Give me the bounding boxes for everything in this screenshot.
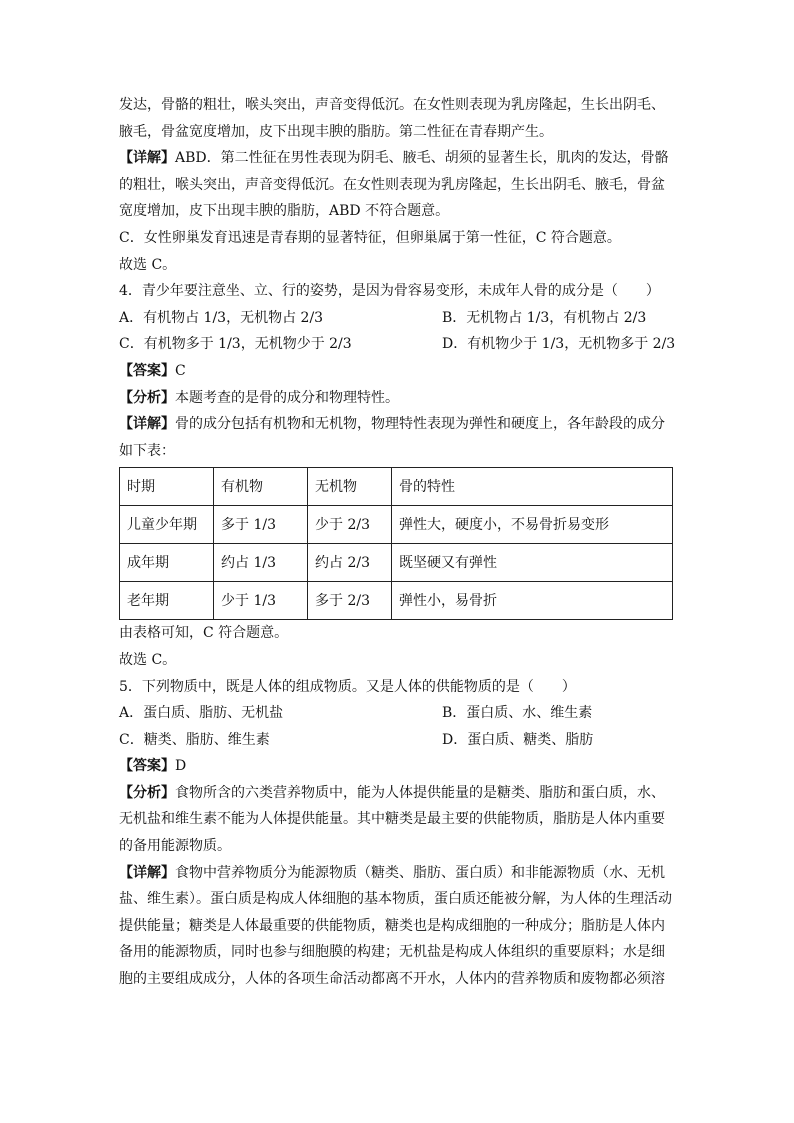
table-header-cell: 时期: [120, 468, 214, 506]
text-line: 宽度增加，皮下出现丰腴的脂肪，ABD 不符合题意。: [119, 203, 450, 220]
q5-answer: [119, 753, 675, 992]
table-cell: 约占 1/3: [214, 544, 308, 582]
answer-value: C: [175, 362, 186, 379]
analysis-tag: 【分析】: [119, 389, 175, 406]
detail-text: ABD．第二性征在男性表现为阴毛、腋毛、胡须的显著生长，肌肉的发达，骨骼: [175, 150, 669, 167]
analysis-tag: 【分析】: [119, 784, 175, 801]
document-page: [119, 92, 675, 993]
table-cell: 弹性大，硬度小，不易骨折易变形: [392, 506, 673, 544]
q4-options-row-2: [119, 331, 675, 358]
detail-text: 食物中营养物质分为能源物质（糖类、脂肪、蛋白质）和非能源物质（水、无机: [175, 864, 665, 881]
table-header-row: [120, 468, 673, 506]
text-line: 的粗壮，喉头突出，声音变得低沉。在女性则表现为乳房隆起，生长出阴毛、腋毛，骨盆: [119, 176, 665, 193]
text-line: [119, 753, 675, 780]
conclusion: 故选 C。: [119, 651, 177, 668]
q4-stem: [119, 278, 675, 305]
intro-paragraph: [119, 92, 675, 145]
text-line: 发达，骨骼的粗壮，喉头突出，声音变得低沉。在女性则表现为乳房隆起，生长出阴毛、: [119, 97, 665, 113]
table-cell: 老年期: [120, 582, 214, 620]
q4-conclusion: [119, 620, 675, 673]
detail-text: 骨的成分包括有机物和无机物，物理特性表现为弹性和硬度上，各年龄段的成分: [175, 416, 665, 433]
option-a: A．有机物占 1/3，无机物占 2/3: [119, 309, 324, 326]
bone-composition-table: [119, 467, 673, 620]
q3-detail: [119, 145, 675, 278]
text-line: [119, 780, 675, 807]
table-cell: 儿童少年期: [120, 506, 214, 544]
text-line: [119, 385, 675, 412]
table-cell: 少于 1/3: [214, 582, 308, 620]
text-line: 无机盐和维生素不能为人体提供能量。其中糖类是最主要的供能物质，脂肪是人体内重要: [119, 811, 665, 828]
option-c: C．糖类、脂肪、维生素: [119, 731, 270, 748]
option-a: A．蛋白质、脂肪、无机盐: [119, 705, 284, 722]
question-stem: 5．下列物质中，既是人体的组成物质。又是人体的供能物质的是（ ）: [119, 678, 576, 695]
q5-options-row-2: [119, 727, 675, 754]
answer-tag: 【答案】: [119, 362, 175, 379]
text-line: 由表格可知，C 符合题意。: [119, 625, 289, 642]
q4-answer: [119, 358, 675, 464]
option-d: D．蛋白质、糖类、脂肪: [442, 731, 594, 748]
text-line: 提供能量；糖类是人体最重要的供能物质，糖类也是构成细胞的一种成分；脂肪是人体内: [119, 917, 665, 934]
option-c: C．有机物多于 1/3，无机物少于 2/3: [119, 336, 352, 353]
text-line: 的备用能源物质。: [119, 838, 231, 855]
table-row: [120, 544, 673, 582]
text-line: [119, 358, 675, 385]
q5-options-row-1: [119, 700, 675, 727]
table-cell: 少于 2/3: [308, 506, 392, 544]
text-line: [119, 411, 675, 438]
text-line: 腋毛，骨盆宽度增加，皮下出现丰腴的脂肪。第二性征在青春期产生。: [119, 123, 553, 140]
text-line: [119, 145, 675, 172]
table-cell: 多于 1/3: [214, 506, 308, 544]
analysis-text: 食物所含的六类营养物质中，能为人体提供能量的是糖类、脂肪和蛋白质，水、: [175, 784, 665, 801]
table-cell: 多于 2/3: [308, 582, 392, 620]
option-d: D．有机物少于 1/3，无机物多于 2/3: [442, 336, 676, 353]
answer-tag: 【答案】: [119, 758, 175, 775]
conclusion: 故选 C。: [119, 256, 177, 273]
text-line: 如下表：: [119, 442, 175, 459]
table-cell: 既坚硬又有弹性: [392, 544, 673, 582]
text-line: 盐、维生素）。蛋白质是构成人体细胞的基本物质，蛋白质还能被分解，为人体的生理活动: [119, 891, 672, 908]
table-header-cell: 骨的特性: [392, 468, 673, 506]
option-b: B．蛋白质、水、维生素: [442, 705, 593, 722]
q4-options-row-1: [119, 305, 675, 332]
table-row: [120, 582, 673, 620]
table-header-cell: 有机物: [214, 468, 308, 506]
question-stem: 4．青少年要注意坐、立、行的姿势，是因为骨容易变形，未成年人骨的成分是（ ）: [119, 283, 660, 300]
q5-stem: [119, 674, 675, 701]
detail-tag: 【详解】: [119, 416, 175, 433]
option-b: B．无机物占 1/3，有机物占 2/3: [442, 309, 647, 326]
table-cell: 约占 2/3: [308, 544, 392, 582]
detail-tag: 【详解】: [119, 864, 175, 881]
table-header-cell: 无机物: [308, 468, 392, 506]
detail-tag: 【详解】: [119, 150, 175, 167]
text-line: 备用的能源物质，同时也参与细胞膜的构建；无机盐是构成人体组织的重要原料；水是细: [119, 944, 665, 961]
text-line: [119, 860, 675, 887]
text-line: 胞的主要组成成分，人体的各项生命活动都离不开水，人体内的营养物质和废物都必须溶: [119, 971, 665, 988]
analysis-text: 本题考查的是骨的成分和物理特性。: [175, 389, 399, 406]
table-cell: 弹性小，易骨折: [392, 582, 673, 620]
answer-value: D: [175, 758, 187, 775]
table-cell: 成年期: [120, 544, 214, 582]
text-line: C．女性卵巢发育迅速是青春期的显著特征，但卵巢属于第一性征，C 符合题意。: [119, 229, 621, 246]
table-row: [120, 506, 673, 544]
